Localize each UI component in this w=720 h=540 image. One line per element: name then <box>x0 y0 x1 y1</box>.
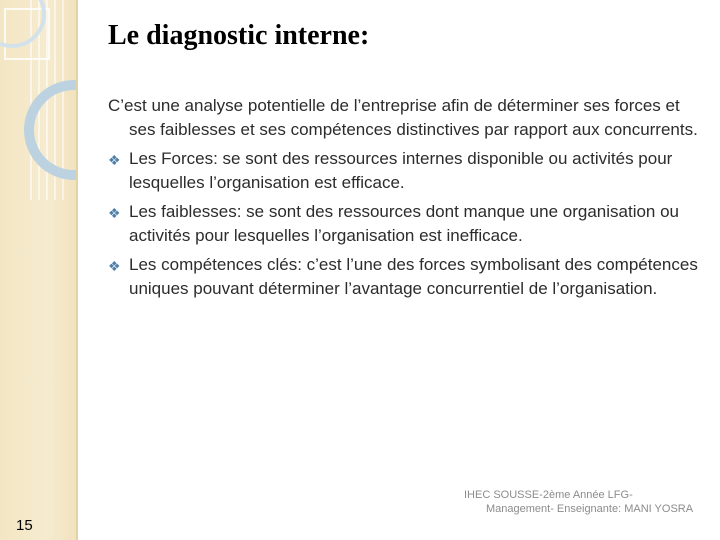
decorative-sidebar <box>0 0 78 540</box>
check-diamond-icon: ❖ <box>108 205 121 221</box>
bullet-text: Les faiblesses: se sont des ressources dont manque une organisation ou activités pour lesquelles l’organisation est inefficace. <box>129 202 680 245</box>
check-diamond-icon: ❖ <box>108 258 121 274</box>
bullet-text: Les compétences clés: c’est l’une des forces symbolisant des compétences uniques pouvant déterminer l’avantage concurrentiel de l’organisation. <box>129 255 698 298</box>
slide-body <box>108 94 708 306</box>
footer-line-1: IHEC SOUSSE-2ème Année LFG- <box>464 489 633 501</box>
bullet-text: Les Forces: se sont des ressources internes disponible ou activités pour lesquelles l’organisation est efficace. <box>129 149 673 192</box>
intro-paragraph: C’est une analyse potentielle de l’entreprise afin de déterminer ses forces et ses faiblesses et ses compétences distinctives par rapport aux concurrents. <box>108 96 698 139</box>
bullet-item-faiblesses <box>108 200 708 248</box>
bullet-item-competences <box>108 253 708 301</box>
bullet-item-forces <box>108 147 708 195</box>
check-diamond-icon: ❖ <box>108 152 121 168</box>
slide-title: Le diagnostic interne: <box>108 20 370 51</box>
footer-line-2: Management- Enseignante: MANI YOSRA <box>486 503 694 515</box>
slide-footer <box>464 488 694 516</box>
page-number: 15 <box>16 517 33 534</box>
